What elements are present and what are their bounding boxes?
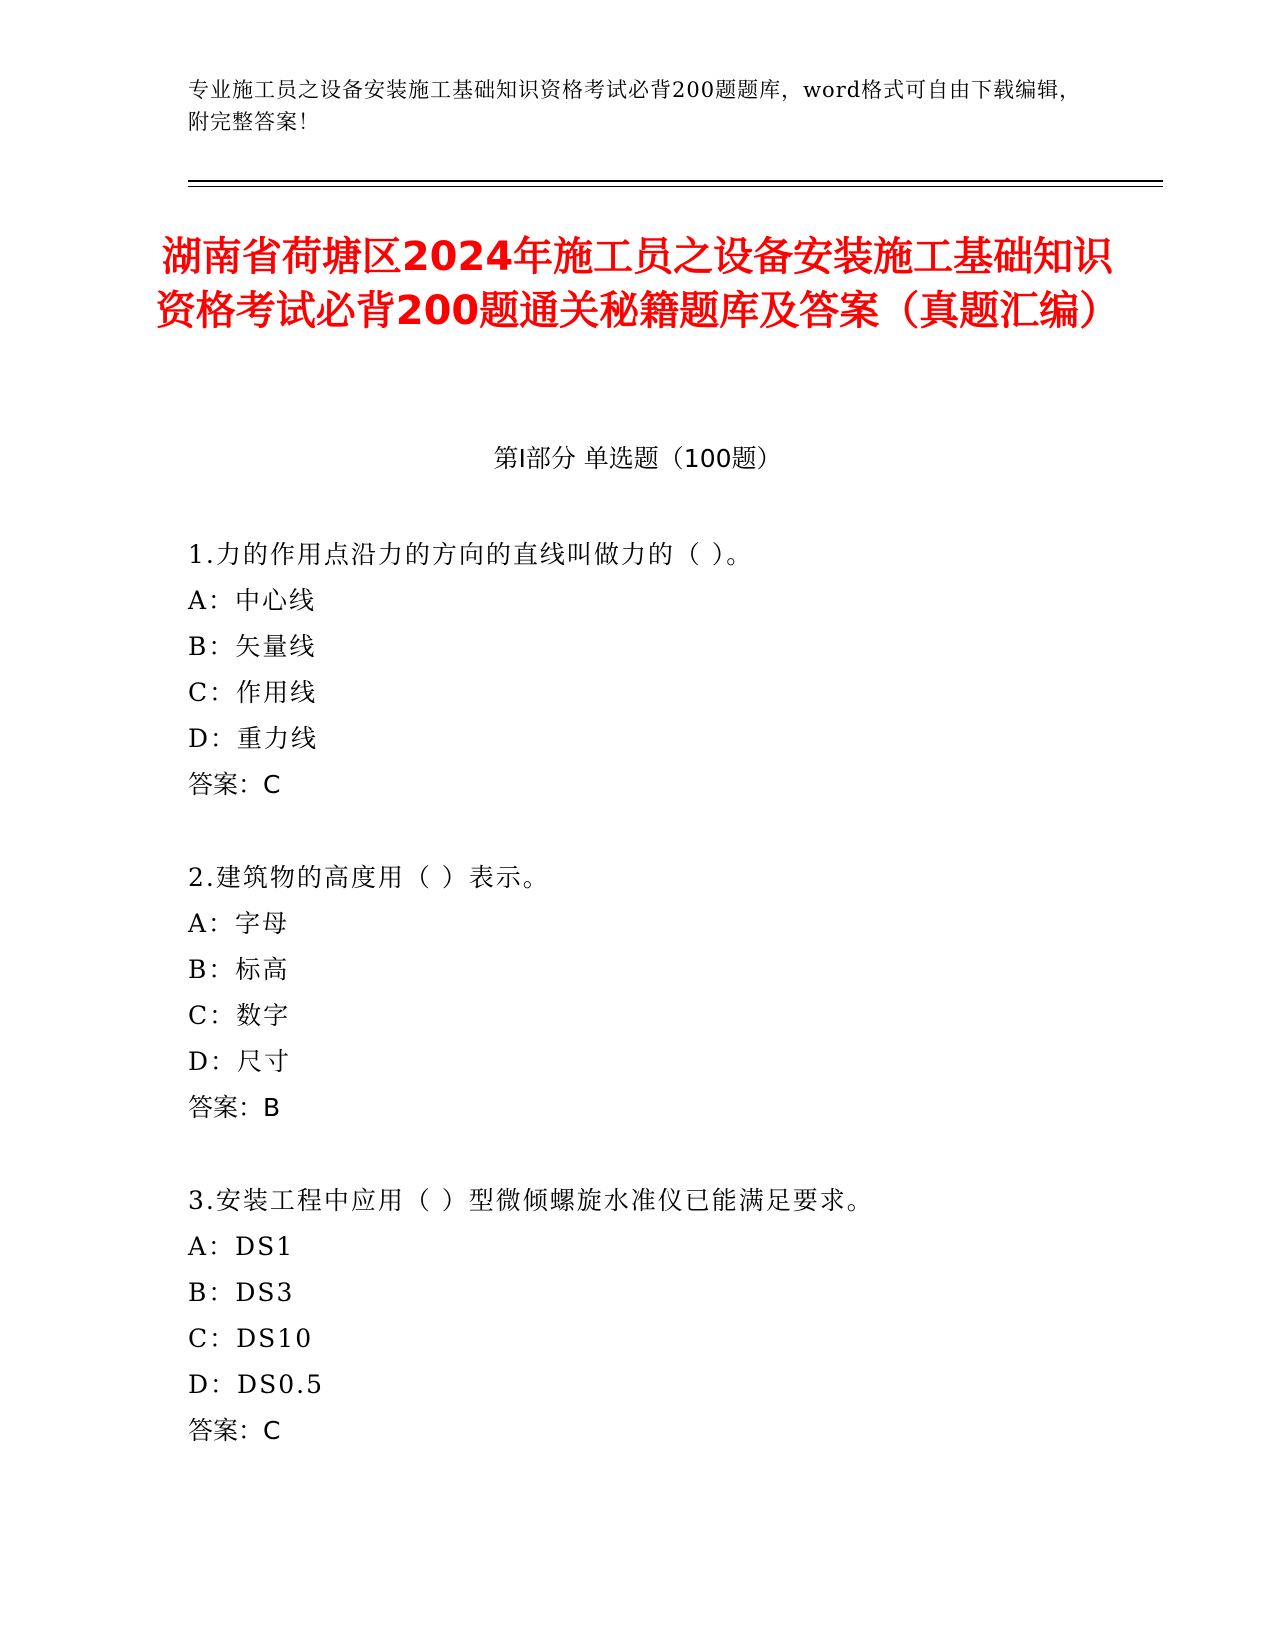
option-b: B：标高: [188, 955, 290, 984]
option-d: D：DS0.5: [188, 1370, 324, 1399]
question-3: [188, 1178, 1138, 1454]
option-d: D：尺寸: [188, 1047, 292, 1076]
document-title: 湖南省荷塘区2024年施工员之设备安装施工基础知识资格考试必背200题通关秘籍题库及答案（真题汇编）: [155, 234, 1120, 334]
option-b: B：矢量线: [188, 632, 317, 661]
option-c: C：DS10: [188, 1324, 314, 1353]
option-c: C：数字: [188, 1001, 291, 1030]
option-a: A：DS1: [188, 1232, 295, 1261]
option-a: A：字母: [188, 909, 290, 938]
question-2: [188, 855, 1138, 1131]
header-divider-thick: [188, 180, 1163, 182]
answer: 答案：C: [188, 1416, 281, 1445]
option-a: A：中心线: [188, 586, 317, 615]
answer: 答案：B: [188, 1093, 281, 1122]
question-stem: 3.安装工程中应用（ ）型微倾螺旋水准仪已能满足要求。: [188, 1186, 874, 1215]
option-c: C：作用线: [188, 678, 318, 707]
option-d: D：重力线: [188, 724, 319, 753]
question-stem: 1.力的作用点沿力的方向的直线叫做力的（ ）。: [188, 540, 754, 569]
header-divider-thin: [188, 186, 1163, 187]
header-note: 专业施工员之设备安装施工基础知识资格考试必背200题题库，word格式可自由下载编辑，附完整答案！: [188, 78, 1082, 134]
option-b: B：DS3: [188, 1278, 295, 1307]
section-title: 第Ⅰ部分 单选题（100题）: [493, 444, 782, 473]
answer: 答案：C: [188, 770, 281, 799]
question-stem: 2.建筑物的高度用（ ）表示。: [188, 863, 550, 892]
question-list: [188, 532, 1138, 1501]
question-1: [188, 532, 1138, 808]
